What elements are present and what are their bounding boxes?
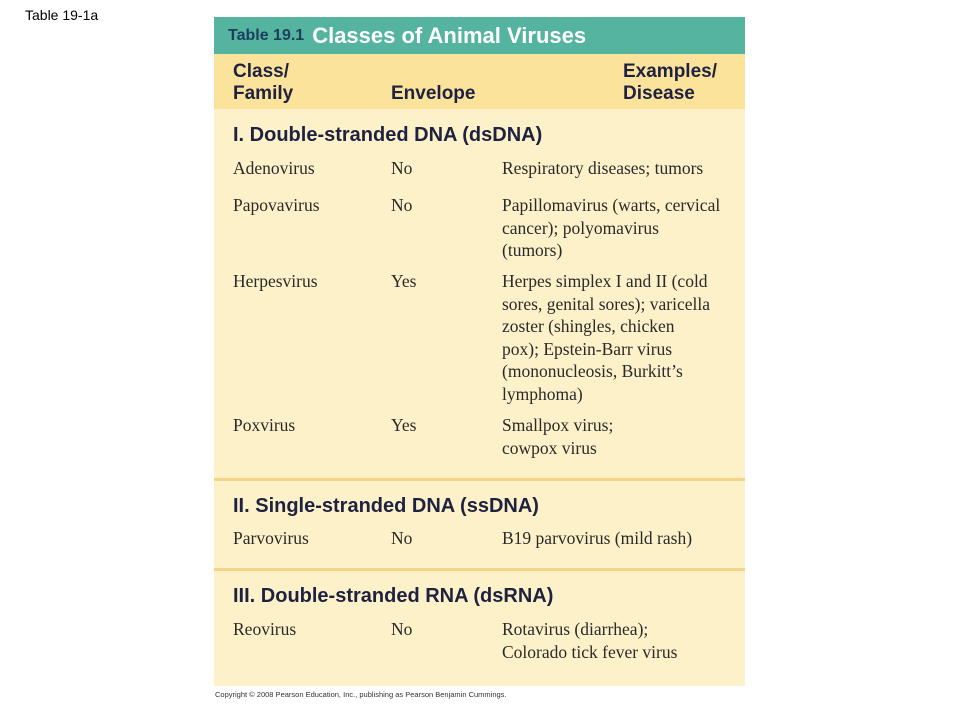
table-row-examples [502,270,742,406]
column-headers [214,54,745,109]
table-row-envelope: Yes [391,415,417,435]
header-class-family [233,61,353,105]
example-line: cancer); polyomavirus [502,217,659,238]
example-line: lymphoma) [502,383,583,404]
table-row-family: Reovirus [233,619,297,639]
example-line: pox); Epstein-Barr virus [502,338,673,359]
header-class-line1: Class/ [233,61,289,82]
example-line: Herpes simplex I and II (cold [502,271,708,291]
example-line: B19 parvovirus (mild rash) [502,528,693,548]
table-row-examples [502,527,742,550]
section-title-dsdna: I. Double-stranded DNA (dsDNA) [233,124,543,146]
section-divider [214,478,745,481]
table-row-envelope: No [391,528,413,548]
table-row-family: Adenovirus [233,158,315,178]
virus-classes-table [214,17,745,686]
table-row-examples [502,618,742,663]
table-number: Table 19.1 [228,26,305,44]
example-line: cowpox virus [502,437,597,458]
example-line: Rotavirus (diarrhea); [502,619,649,639]
example-line: (tumors) [502,240,563,261]
section-divider [214,568,745,571]
example-line: Colorado tick fever virus [502,641,678,662]
table-row-envelope: No [391,195,413,215]
example-line: Smallpox virus; [502,415,614,435]
table-row-envelope: Yes [391,271,417,291]
table-title: Classes of Animal Viruses [312,22,587,48]
copyright-notice: Copyright © 2008 Pearson Education, Inc., publishing as Pearson Benjamin Cummings. [215,690,507,699]
example-line: sores, genital sores); varicella [502,293,710,314]
table-row-family: Herpesvirus [233,271,318,291]
example-line: zoster (shingles, chicken [502,316,675,337]
table-row-examples [502,157,742,180]
section-title-dsrna: III. Double-stranded RNA (dsRNA) [233,585,554,607]
header-examples-disease [623,61,743,105]
section-title-ssdna: II. Single-stranded DNA (ssDNA) [233,495,539,517]
header-class-line2: Family [233,83,294,104]
table-row-family: Papovavirus [233,195,320,215]
slide-label: Table 19-1a [25,7,99,23]
table-row-family: Parvovirus [233,528,309,548]
table-row-envelope: No [391,619,413,639]
example-line: Papillomavirus (warts, cervical [502,195,721,215]
header-examples-line2: Disease [623,83,695,104]
example-line: Respiratory diseases; tumors [502,158,704,178]
table-title-bar [214,17,745,54]
table-row-examples [502,194,742,262]
header-envelope: Envelope [391,83,476,104]
table-row-family: Poxvirus [233,415,296,435]
table-row-examples [502,414,742,459]
table-row-envelope: No [391,158,413,178]
example-line: (mononucleosis, Burkitt’s [502,361,683,382]
header-examples-line1: Examples/ [623,61,717,82]
